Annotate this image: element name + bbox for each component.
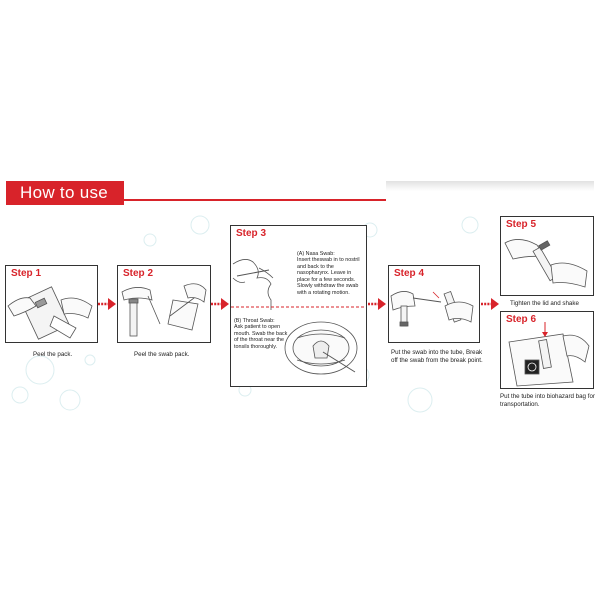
step-2-label: Step 2 [123,268,154,279]
step-2-panel [117,265,211,343]
step-4-caption-line: off the swab from the break point. [391,356,483,364]
step-4-panel [388,265,480,343]
step-6-caption-line: Put the tube into biohazard bag for [500,393,595,400]
step-6-panel [500,311,594,389]
step-1-caption: Peel the pack. [33,351,73,358]
throat-line: of the throat near the [234,337,285,344]
step-3-label: Step 3 [236,228,267,239]
step-5-panel [500,216,594,296]
throat-line: mouth. Swab the back [234,330,288,337]
how-to-use-banner [6,181,594,205]
step-5-caption: Tighten the lid and shake [510,300,579,307]
nasal-line: nasopharynx. Leave in [297,270,352,277]
step-6-label: Step 6 [506,314,537,325]
break-swab-illustration [389,266,479,342]
arrow-1-icon [98,298,116,310]
throat-swab-text [234,324,287,350]
step-4-caption-line: Put the swab into the tube, Break [391,349,483,356]
step-1-panel [5,265,98,343]
step-5-label: Step 5 [506,219,537,230]
step-1-label: Step 1 [11,268,42,279]
step-6-caption-line: transportation. [500,400,540,408]
nasal-line: with a rotating motion. [297,289,350,296]
step-3-panel [230,225,367,387]
throat-line: Ask patient to open [234,324,281,330]
banner-underline [124,199,386,201]
peel-swab-pack-illustration [118,266,210,342]
step-4-caption [391,349,483,364]
step-4-label: Step 4 [394,268,425,279]
nasal-swab-text [297,257,360,297]
peel-pack-illustration [6,266,97,342]
step-3-illustration [231,226,366,386]
arrow-3-icon [368,298,386,310]
nasal-line: Slowly withdraw the swab [297,283,359,290]
shake-tube-illustration [501,217,593,295]
arrow-4-icon [481,298,499,310]
banner-shadow [386,181,594,191]
step-6-caption [500,393,595,408]
biohazard-bag-illustration [501,312,593,388]
nasal-line: place for a few seconds. [297,276,356,283]
nasal-line: Insert theswab in to nostril [297,257,360,263]
step-2-caption: Peel the swab pack. [134,351,190,358]
arrow-2-icon [211,298,229,310]
throat-swab-title: (B) Throat Swab: [234,318,275,324]
throat-line: tonsils thoroughly. [234,343,278,350]
nasal-swab-title: (A) Nasa Swab: [297,251,335,257]
nasal-line: and back to the [297,263,334,270]
banner-title: How to use [20,183,109,202]
